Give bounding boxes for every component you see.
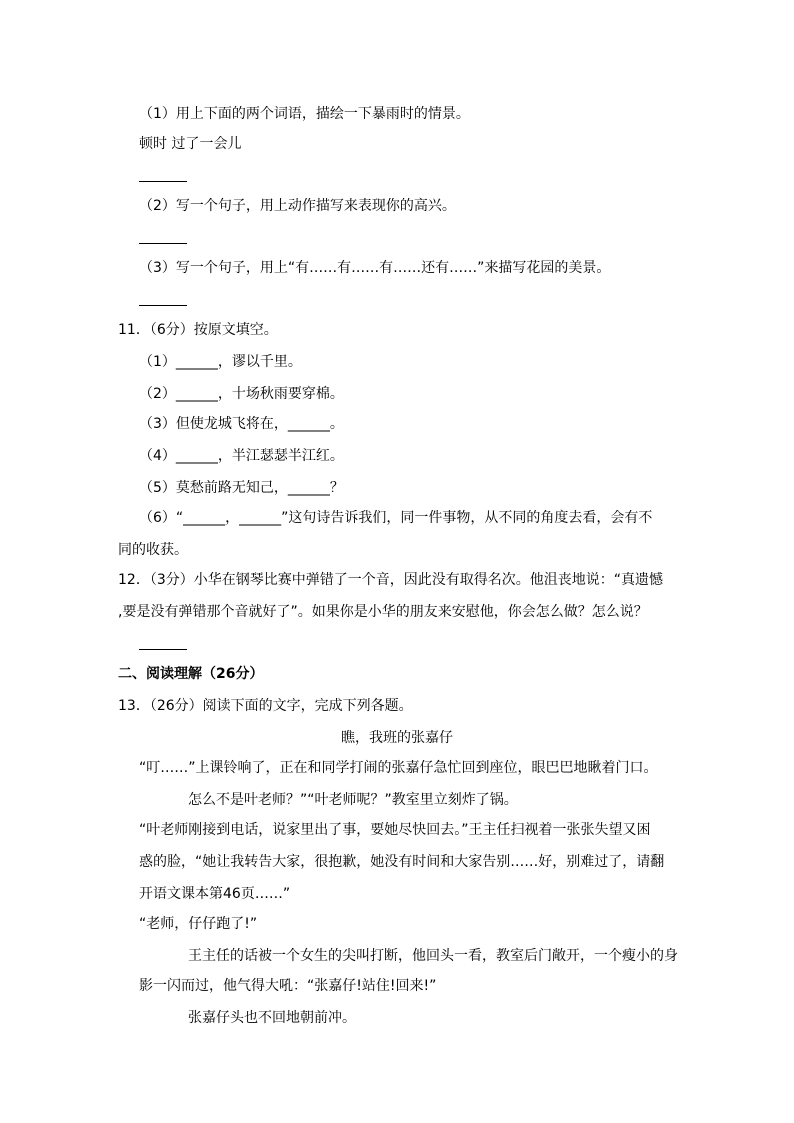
q10-sub1-answer-blank xyxy=(139,181,187,182)
q11-title: 11．（6分）按原文填空。 xyxy=(118,322,278,338)
passage-paragraph: 张嘉仔头也不回地朝前冲。 xyxy=(188,1010,356,1026)
q10-sub2-prompt: （2）写一个句子，用上动作描写来表现你的高兴。 xyxy=(139,198,456,214)
q10-sub2-answer-blank xyxy=(139,243,187,244)
passage-paragraph-cont: 惑的脸，“她让我转告大家，很抱歉，她没有时间和大家告别……好，别难过了，请翻 xyxy=(139,854,665,870)
q10-sub1-words: 顿时 过了一会儿 xyxy=(139,136,242,152)
q12-line1: 12．（3分）小华在钢琴比赛中弹错了一个音，因此没有取得名次。他沮丧地说：“真遗憾 xyxy=(118,572,663,588)
passage-title: 瞧，我班的张嘉仔 xyxy=(341,730,453,746)
passage-paragraph: 王主任的话被一个女生的尖叫打断，他回头一看，教室后门敞开，一个瘦小的身 xyxy=(188,948,678,964)
passage-paragraph-cont: 开语文课本第46页……” xyxy=(139,886,291,902)
q11-item: （3）但使龙城飞将在，______。 xyxy=(139,416,344,432)
q11-item: （4）______，半江瑟瑟半江红。 xyxy=(139,448,344,464)
q10-sub1-prompt: （1）用上下面的两个词语，描绘一下暴雨时的情景。 xyxy=(139,106,470,122)
passage-paragraph-cont: 影一闪而过，他气得大吼：“张嘉仔!站住!回来!” xyxy=(139,978,437,994)
passage-paragraph: 怎么不是叶老师？”“叶老师呢？”教室里立刻炸了锅。 xyxy=(188,792,518,808)
q11-item-continuation: 同的收获。 xyxy=(118,542,188,558)
q10-sub3-prompt: （3）写一个句子，用上“有……有……有……还有……”来描写花园的美景。 xyxy=(139,260,611,276)
q11-item: （5）莫愁前路无知己，______？ xyxy=(139,480,344,496)
passage-paragraph: “老师，仔仔跑了!” xyxy=(139,916,258,932)
passage-paragraph: “叮……”上课铃响了，正在和同学打闹的张嘉仔急忙回到座位，眼巴巴地瞅着门口。 xyxy=(139,760,658,776)
q11-item: （6）“______，______”这句诗告诉我们，同一件事物，从不同的角度去看，会有不 xyxy=(139,510,653,526)
section-heading: 二、阅读理解（26分） xyxy=(118,666,264,682)
q11-item: （2）______，十场秋雨要穿棉。 xyxy=(139,386,344,402)
q13-title: 13．（26分）阅读下面的文字，完成下列各题。 xyxy=(118,698,413,714)
q10-sub3-answer-blank xyxy=(139,305,187,306)
q11-item: （1）______，谬以千里。 xyxy=(139,354,302,370)
q12-answer-blank xyxy=(139,649,187,650)
passage-paragraph: “叶老师刚接到电话，说家里出了事，要她尽快回去。”王主任扫视着一张张失望又困 xyxy=(139,822,651,838)
q12-line2: ,要是没有弹错那个音就好了”。如果你是小华的朋友来安慰他，你会怎么做？怎么说？ xyxy=(118,604,648,620)
